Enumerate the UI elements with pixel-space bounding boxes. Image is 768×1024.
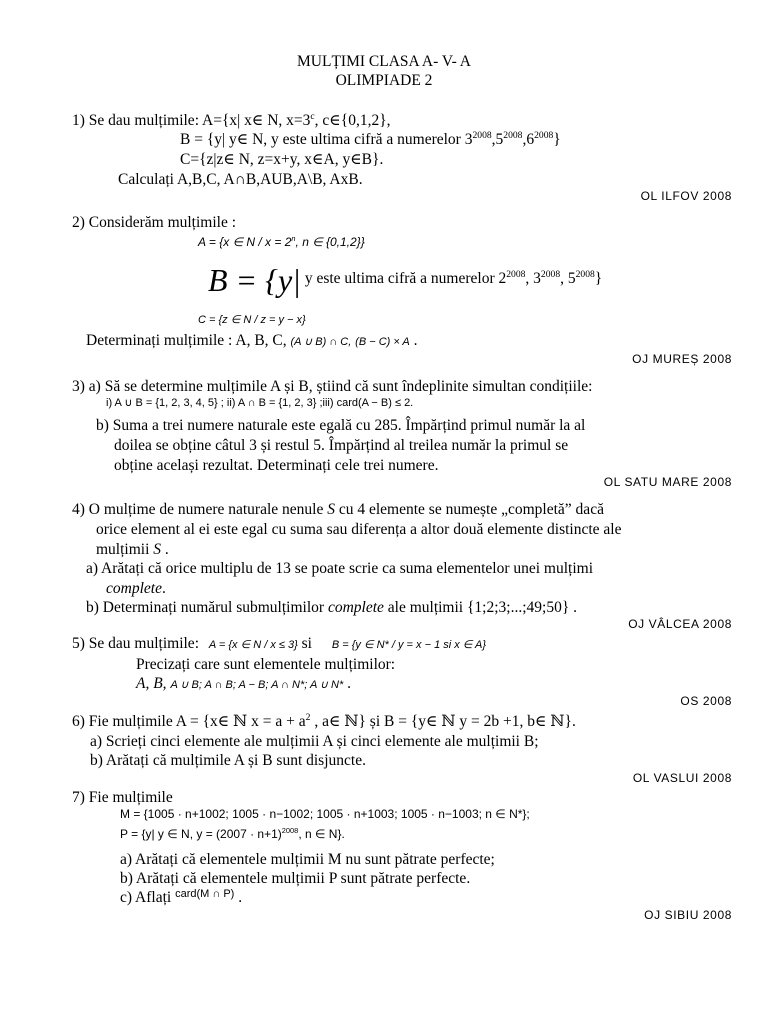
problem-7-source: OJ SIBIU 2008 <box>644 908 732 922</box>
problem-3-source: OL SATU MARE 2008 <box>603 475 732 489</box>
problem-1-task: Calculați A,B,C, A∩B,AUB,A\B, AxB. <box>118 171 363 188</box>
problem-6-part-a: a) Scrieți cinci elemente ale mulțimii A și cinci elemente ale mulțimii B; <box>90 733 539 750</box>
problem-2-set-b: B = {y| y este ultima cifră a numerelor $2^{2008}$, $3^{2008}$, $5^{2008}$} <box>208 262 603 298</box>
problem-3-part-b-line-2: doilea se obține câtul 3 și restul 5. Împărțind al treilea număr la primul se <box>114 437 569 454</box>
problem-2-set-a: A = {x ∈ $N / x = 2^n$, n ∈ {0,1,2}} <box>198 234 365 249</box>
problem-6-part-b: b) Arătați că mulțimile A și B sunt disjuncte. <box>90 752 366 769</box>
problem-2-source: OJ MUREȘ 2008 <box>632 352 732 366</box>
problem-2-set-c: C = {z ∈ N / z = y − x} <box>198 314 306 326</box>
problem-4-line-1: 4) O mulțime de numere naturale nenule S cu 4 elemente se numește „completă” dacă <box>72 501 604 518</box>
problem-2-task: Determinați mulțimile : A, B, C, (A ∪ B) ∩ C, (B − C) × A . <box>86 332 418 349</box>
problem-7-part-c: c) Aflați $^{card(M \cap P)}$ . <box>120 888 243 906</box>
problem-4-part-a-line-2: complete. <box>106 580 166 597</box>
problem-7-intro: 7) Fie mulțimile <box>72 789 173 806</box>
title-line-2: OLIMPIADE 2 <box>335 72 433 89</box>
problem-1-set-b: B = {y| y∈ N, y este ultima cifră a numerelor $3^{2008},5^{2008},6^{2008}$} <box>180 129 561 148</box>
title-line-1: MULȚIMI CLASA A- V- A <box>297 53 471 70</box>
problem-7-part-b: b) Arătați că elementele mulțimii P sunt pătrate perfecte. <box>120 870 471 887</box>
problem-7-part-a: a) Arătați că elementele mulțimii M nu sunt pătrate perfecte; <box>120 851 495 868</box>
problem-5-source: OS 2008 <box>680 694 732 708</box>
problem-5-list: A, B, A ∪ B; A ∩ B; A − B; A ∩ N*; A ∪ N* . <box>136 675 352 692</box>
problem-3-part-a: 3) a) Să se determine mulțimile A și B, știind că sunt îndeplinite simultan condițiile: <box>72 378 593 395</box>
problem-5-intro: 5) Se dau mulțimile: A = {x ∈ N / x ≤ 3} si B = {y ∈ N* / y = x − 1 si x ∈ A} <box>72 635 487 652</box>
problem-4-part-b: b) Determinați numărul submulțimilor complete ale mulțimii {1;2;3;...;49;50} . <box>86 599 578 616</box>
problem-5-task: Precizați care sunt elementele mulțimilor: <box>136 656 396 673</box>
problem-1-set-c: C={z|z∈ N, z=x+y, x∈A, y∈B}. <box>180 151 384 168</box>
problem-1-source: OL ILFOV 2008 <box>640 189 732 203</box>
problem-7-set-m: M = {1005 · n+1002; 1005 · n−1002; 1005 · n+1003; 1005 · n−1003; n ∈ N*}; <box>120 807 530 821</box>
problem-1-intro: 1) Se dau mulțimile: A={x| x∈ N, $x=3^c$, c∈{0,1,2}, <box>72 110 391 129</box>
problem-4-part-a-line-1: a) Arătați că orice multiplu de 13 se poate scrie ca suma elementelor unei mulțimi <box>86 560 594 577</box>
problem-4-line-3: mulțimii S . <box>96 541 169 558</box>
problem-3-conditions: i) A ∪ B = {1, 2, 3, 4, 5} ; ii) A ∩ B = {1, 2, 3} ;iii) card(A − B) ≤ 2. <box>106 397 414 409</box>
problem-3-part-b-line-3: obține același rezultat. Determinați cele trei numere. <box>114 457 439 474</box>
problem-6-source: OL VASLUI 2008 <box>632 771 732 785</box>
problem-4-line-2: orice element al ei este egal cu suma sau diferența a altor două elemente distincte ale <box>96 521 622 538</box>
problem-4-source: OJ VÂLCEA 2008 <box>628 617 732 631</box>
problem-6-intro: 6) Fie mulțimile A = {x∈ ℕ $x = a + a^2$ , a∈ ℕ} și B = {y∈ ℕ y = 2b +1, b∈ ℕ}. <box>72 711 576 730</box>
problem-7-set-p: P = {y| y ∈ N, $y = (2007 \cdot n+1)^{2008}$, n ∈ N}. <box>120 826 345 841</box>
problem-3-part-b-line-1: b) Suma a trei numere naturale este egală cu 285. Împărțind primul număr la al <box>96 417 586 434</box>
problem-2-intro: 2) Considerăm mulțimile : <box>72 214 237 231</box>
